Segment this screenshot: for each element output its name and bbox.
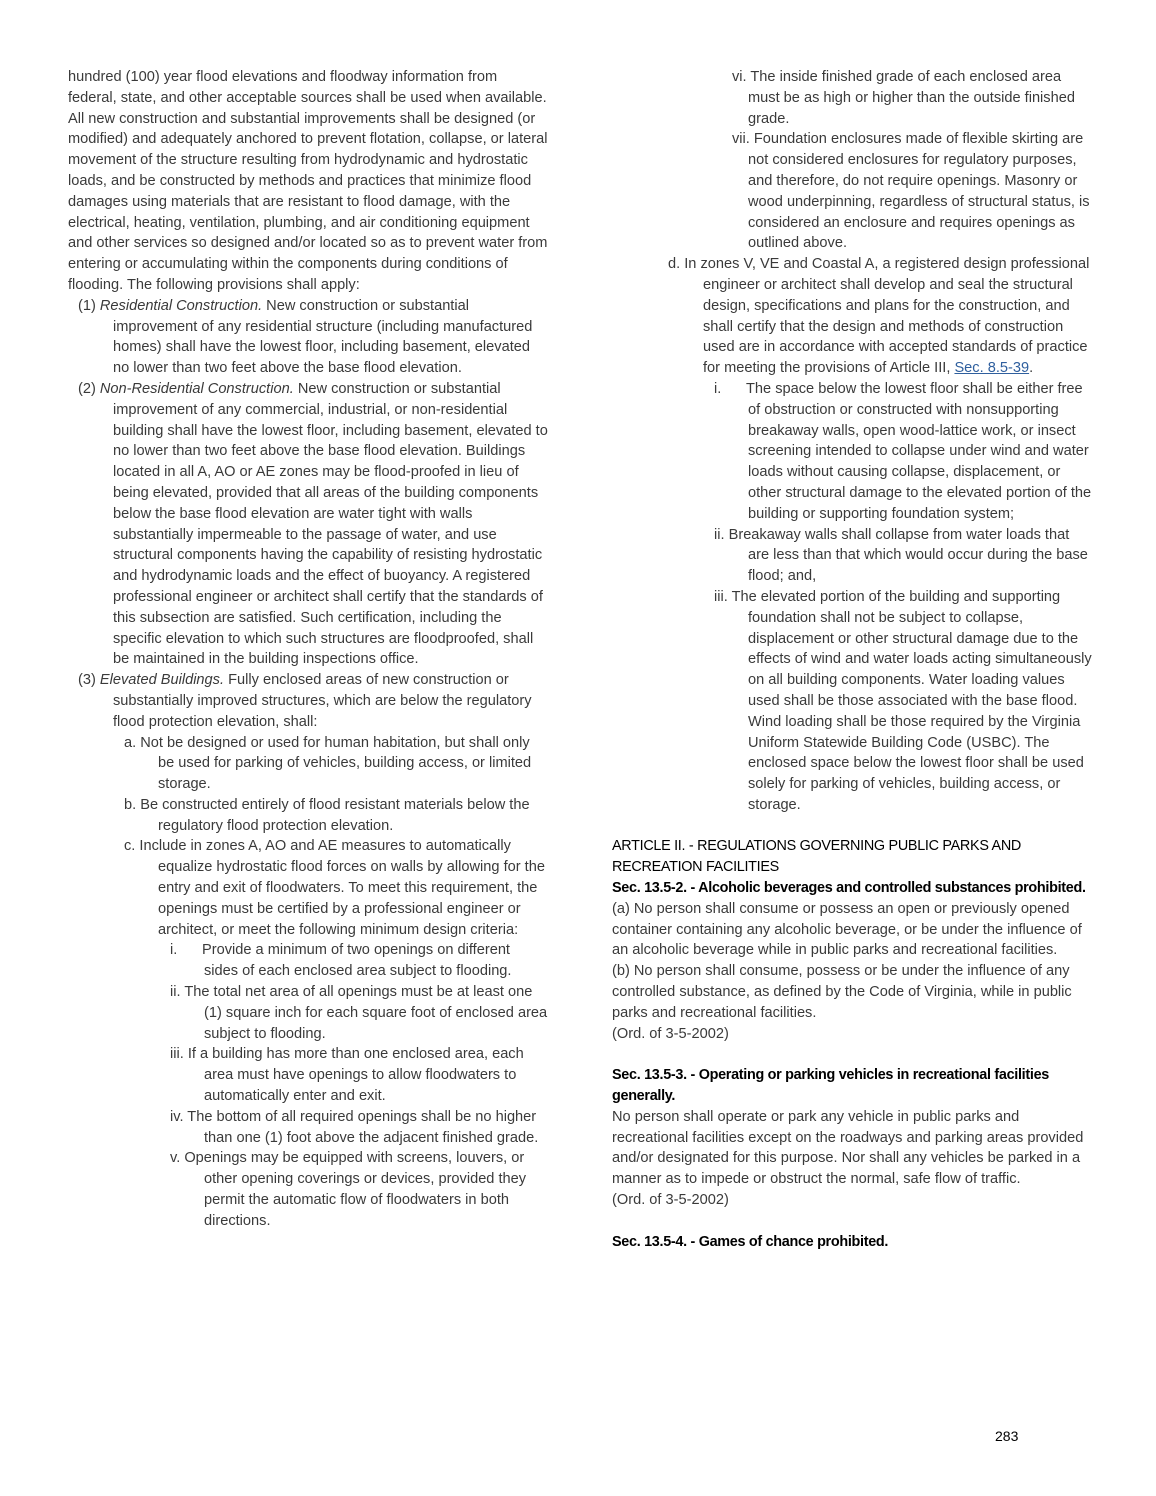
criteria-vi: vi. The inside finished grade of each enclosed area must be as high or higher than the outside finished grade. xyxy=(732,69,1075,127)
sec-13-5-2-heading: Sec. 13.5-2. - Alcoholic beverages and controlled substances prohibited. xyxy=(612,880,1086,897)
sec-13-5-4-heading: Sec. 13.5-4. - Games of chance prohibited. xyxy=(612,1233,889,1250)
sec-13-5-2-ordinance: (Ord. of 3-5-2002) xyxy=(612,1025,729,1042)
item-text: Fully enclosed areas of new construction or substantially improved structures, which are below the regulatory flood protection elevation, shall: xyxy=(113,672,532,730)
item-title: Elevated Buildings. xyxy=(99,672,225,689)
article-heading: ARTICLE II. - REGULATIONS GOVERNING PUBLIC PARKS AND RECREATION FACILITIES xyxy=(612,838,1022,876)
right-column xyxy=(612,67,1094,1252)
coastal-i xyxy=(612,379,1094,525)
sec-13-5-3-paragraph: No person shall operate or park any vehicle in public parks and recreational facilities except on the roadways and parking areas provided and/or designated for this purpose. Nor shall any vehicles be parked in a manner as to impede or obstruct the normal, safe flow of traffic. xyxy=(612,1108,1084,1188)
subitem-c: c. Include in zones A, AO and AE measures to automatically equalize hydrostatic flood forces on walls by allowing for the entry and exit of floodwaters. To meet this requirement, the openings must be certified by a professional engineer or architect, or meet the following minimum design criteria: xyxy=(124,838,545,938)
subitem-d-end: . xyxy=(1029,360,1034,377)
item-number: (3) xyxy=(78,672,100,689)
criteria-iii: iii. If a building has more than one enclosed area, each area must have openings to allow floodwaters to automatically enter and exit. xyxy=(170,1046,524,1105)
item-number: (1) xyxy=(78,297,100,314)
criteria-v: v. Openings may be equipped with screens, louvers, or other opening coverings or devices, provided they permit the automatic flow of floodwaters in both directions. xyxy=(170,1150,527,1229)
spacer xyxy=(612,1044,1094,1065)
page-number: 283 xyxy=(995,1428,1019,1444)
coastal-ii: ii. Breakaway walls shall collapse from water loads that are less than that which would occur during the base flood; and, xyxy=(714,526,1088,585)
criteria-iv: iv. The bottom of all required openings shall be no higher than one (1) foot above the adjacent finished grade. xyxy=(170,1108,539,1146)
spacer xyxy=(612,816,1094,837)
criteria-ii: ii. The total net area of all openings must be at least one (1) square inch for each square foot of enclosed area subject to flooding. xyxy=(170,984,548,1042)
subitem-d xyxy=(612,254,1094,379)
coastal-number: i. xyxy=(714,380,722,397)
spacer xyxy=(612,1211,1094,1232)
criteria-number: i. xyxy=(170,942,178,959)
criteria-i xyxy=(68,940,548,982)
item-text: New construction or substantial improvement of any residential structure (including manufactured homes) shall have the lowest floor, including basement, elevated no lower than two feet above the base flood elevation. xyxy=(113,297,533,377)
sec-13-5-3-heading: Sec. 13.5-3. - Operating or parking vehicles in recreational facilities generally. xyxy=(612,1067,1049,1105)
item-elevated-buildings xyxy=(68,670,548,732)
coastal-text: The space below the lowest floor shall be either free of obstruction or constructed with nonsupporting breakaway walls, open wood-lattice work, or insect screening intended to collapse under wind and water loads without causing collapse, displacement, or other structural damage to the elevated portion of the building or supporting foundation system; xyxy=(746,380,1092,522)
sec-13-5-2-paragraph-b: (b) No person shall consume, possess or be under the influence of any controlled substance, as defined by the Code of Virginia, while in public parks and recreational facilities. xyxy=(612,963,1072,1021)
intro-paragraph: hundred (100) year flood elevations and floodway information from federal, state, and other acceptable sources shall be used when available. All new construction and substantial improvements shall be designed (or modified) and adequately anchored to prevent flotation, collapse, or lateral movement of the structure resulting from hydrodynamic and hydrostatic loads, and be constructed by methods and practices that minimize flood damages using materials that are resistant to flood damage, with the electrical, heating, ventilation, plumbing, and air conditioning equipment and other services so designed and/or located so as to prevent water from entering or accumulating within the components during conditions of flooding. The following provisions shall apply: xyxy=(68,69,548,293)
item-number: (2) xyxy=(78,380,100,397)
sec-13-5-2-paragraph-a: (a) No person shall consume or possess an open or previously opened container containing any alcoholic beverage, or be under the influence of an alcoholic beverage while in public parks and recreational facilities. xyxy=(612,900,1082,959)
sec-8-5-39-link[interactable]: Sec. 8.5-39 xyxy=(954,360,1030,377)
subitem-a: a. Not be designed or used for human habitation, but shall only be used for parking of vehicles, building access, or limited storage. xyxy=(124,734,532,793)
item-text: New construction or substantial improvement of any commercial, industrial, or non-residential building shall have the lowest floor, including basement, elevated to no lower than two feet above the base flood elevation. Buildings located in all A, AO or AE zones may be flood-proofed in lieu of being elevated, provided that all areas of the building components below the base flood elevation are water tight with walls substantially impermeable to the passage of water, and use structural components having the capability of resisting hydrostatic and hydrodynamic loads and the effect of buoyancy. A registered professional engineer or architect shall certify that the standards of this subsection are satisfied. Such certification, including the specific elevation to which such structures are floodproofed, shall be maintained in the building inspections office. xyxy=(113,380,548,668)
item-title: Residential Construction. xyxy=(99,297,263,314)
criteria-vii: vii. Foundation enclosures made of flexible skirting are not considered enclosures for regulatory purposes, and therefore, do not require openings. Masonry or wood underpinning, regardless of structural status, is considered an enclosure and requires openings as outlined above. xyxy=(732,131,1090,252)
item-residential-construction xyxy=(68,296,548,379)
sec-13-5-3-ordinance: (Ord. of 3-5-2002) xyxy=(612,1192,729,1209)
subitem-d-text: d. In zones V, VE and Coastal A, a registered design professional engineer or architect shall develop and seal the structural design, specifications and plans for the construction, and shall certify that the design and methods of construction used are in accordance with accepted standards of practice for meeting the provisions of Article III, xyxy=(668,256,1090,377)
coastal-iii: iii. The elevated portion of the building and supporting foundation shall not be subject to collapse, displacement or other structural damage due to the effects of wind and water loads acting simultaneously on all building components. Water loading values used shall be those associated with the base flood. Wind loading shall be those required by the Virginia Uniform Statewide Building Code (USBC). The enclosed space below the lowest floor shall be used solely for parking of vehicles, building access, or storage. xyxy=(714,588,1092,813)
item-non-residential-construction xyxy=(68,379,548,670)
item-title: Non-Residential Construction. xyxy=(99,380,294,397)
subitem-b: b. Be constructed entirely of flood resistant materials below the regulatory flood protection elevation. xyxy=(124,796,530,834)
criteria-text: Provide a minimum of two openings on different sides of each enclosed area subject to flooding. xyxy=(202,942,512,980)
left-column xyxy=(68,67,548,1232)
